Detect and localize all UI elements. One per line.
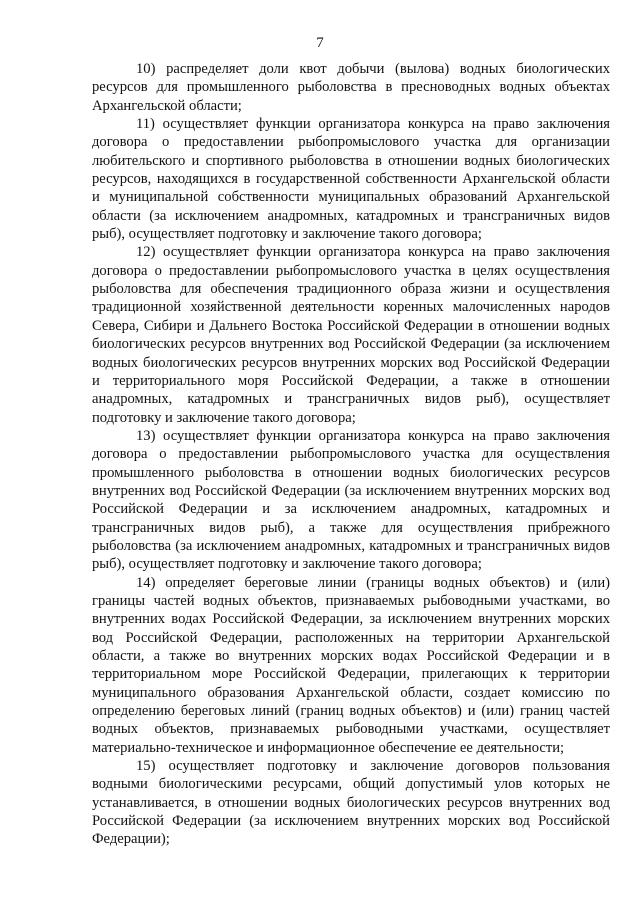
document-body — [92, 60, 610, 849]
paragraph-item-12: 12) осуществляет функции организатора конкурса на право заключения договора о предоставлении рыбопромыслового участка в целях осуществления рыболовства для обеспечения традиционного образа жизни и осуществления традиционной хозяйственной деятельности коренных малочисленных народов Севера, Сибири и Дальнего Востока Российской Федерации в отношении водных биологических ресурсов внутренних вод Российской Федерации (за исключением водных биологических ресурсов внутренних морских вод Российской Федерации и территориального моря Российской Федерации, а также в отношении анадромных, катадромных и трансграничных видов рыб), осуществляет подготовку и заключение такого договора; — [92, 244, 610, 426]
paragraph-item-11: 11) осуществляет функции организатора конкурса на право заключения договора о предоставлении рыбопромыслового участка для организации любительского и спортивного рыболовства в отношении водных биологических ресурсов, находящихся в государственной собственности Архангельской области и муниципальной собственности муниципальных образований Архангельской области (за исключением анадромных, катадромных и трансграничных видов рыб), осуществляет подготовку и заключение такого договора; — [92, 116, 610, 243]
paragraph-item-14: 14) определяет береговые линии (границы водных объектов) и (или) границы частей водных объектов, признаваемых рыбоводными участками, во внутренних водах Российской Федерации, за исключением внутренних морских вод Российской Федерации, расположенных на территории Архангельской области, а также во внутренних морских водах Российской Федерации и в территориальном море Российской Федерации, прилегающих к территории муниципального образования Архангельской области, создает комиссию по определению береговых линий (границ водных объектов) и (или) границ частей водных объектов, признаваемых рыбоводными участками, осуществляет материально-техническое и информационное обеспечение ее деятельности; — [92, 574, 610, 756]
paragraph-item-13: 13) осуществляет функции организатора конкурса на право заключения договора о предоставлении рыбопромыслового участка для осуществления промышленного рыболовства в отношении водных биологических ресурсов внутренних вод Российской Федерации (за исключением внутренних морских вод Российской Федерации и за исключением анадромных, катадромных и трансграничных видов рыб), а также для осуществления прибрежного рыболовства (за исключением анадромных, катадромных и трансграничных видов рыб), осуществляет подготовку и заключение такого договора; — [92, 427, 610, 573]
page-number: 7 — [316, 35, 324, 51]
paragraph-item-10: 10) распределяет доли квот добычи (вылова) водных биологических ресурсов для промышленного рыболовства в пресноводных водных объектах Архангельской области; — [92, 61, 610, 114]
paragraph-item-15: 15) осуществляет подготовку и заключение договоров пользования водными биологическими ресурсами, общий допустимый улов которых не устанавливается, в отношении водных биологических ресурсов внутренних вод Российской Федерации (за исключением внутренних морских вод Российской Федерации); — [92, 758, 610, 848]
